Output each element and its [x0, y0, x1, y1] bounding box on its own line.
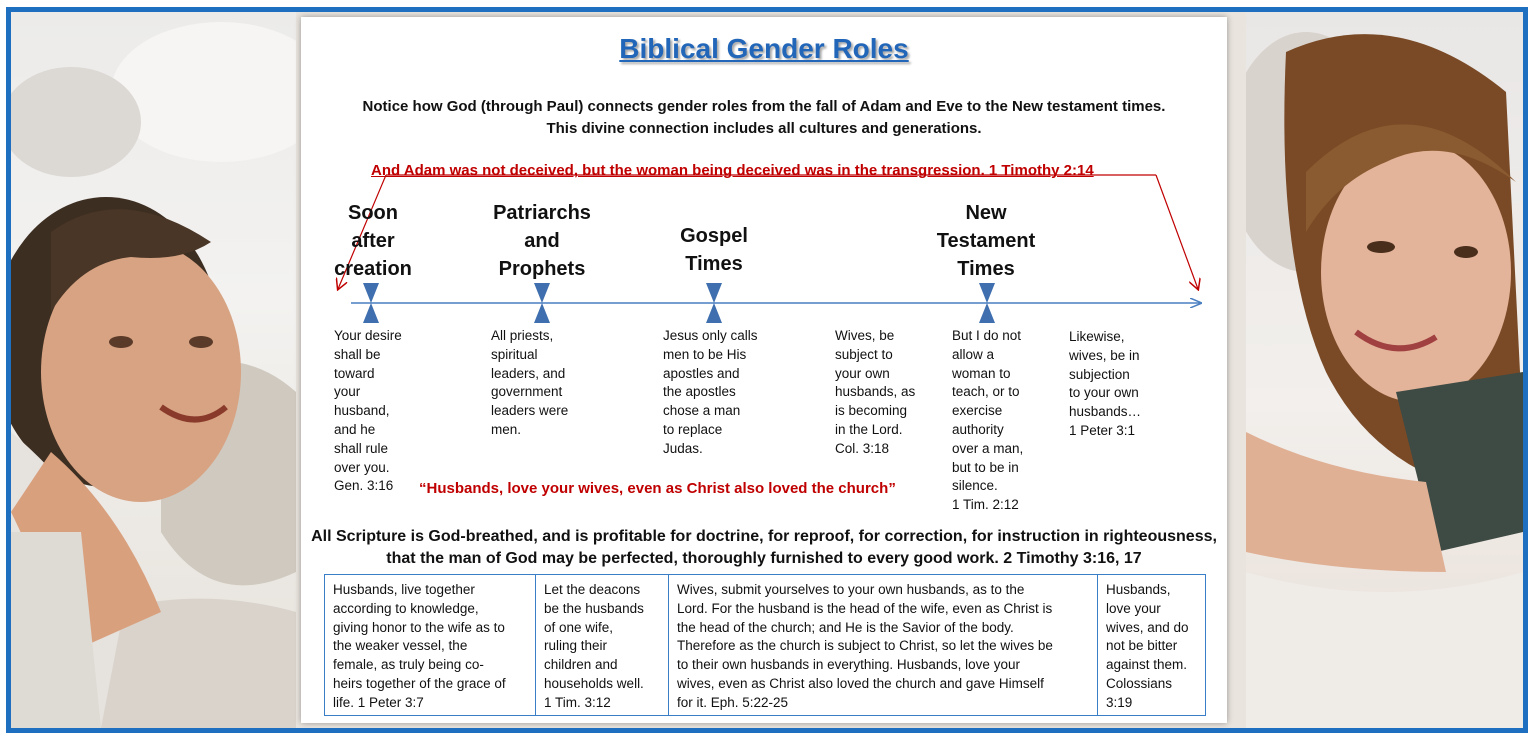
note-peter: Likewise, wives, be in subjection to your own husbands… 1 Peter 3:1	[1069, 329, 1142, 438]
note-priests: All priests, spiritual leaders, and government leaders were men.	[491, 328, 569, 437]
scripture-line-1: All Scripture is God-breathed, and is profitable for doctrine, for reproof, for correction, for instruction in righteousness,	[311, 528, 1217, 545]
intro-line-2: This divine connection includes all cultures and generations.	[546, 120, 982, 137]
photo-man	[11, 12, 296, 728]
woman-illustration	[1246, 12, 1523, 728]
content-panel	[301, 17, 1227, 723]
red-arrow-right	[1156, 175, 1198, 289]
timeline-graphic	[301, 17, 1227, 357]
verse-cell-colossians: Husbands, love your wives, and do not be bitter against them. Colossians 3:19	[1106, 582, 1189, 710]
era-label-creation: Soon after creation	[334, 202, 412, 280]
verse-cell-timothy: Let the deacons be the husbands of one wife, ruling their children and households well. 1 Tim. 3:12	[536, 575, 669, 715]
verse-cell-peter: Husbands, live together according to knowledge, giving honor to the wife as to the weaker vessel, the female, as truly being co- heirs together of the grace of life. 1 Peter 3:7	[325, 575, 536, 715]
note-apostles: Jesus only calls men to be His apostles and the apostles chose a man to replace Judas.	[663, 328, 758, 456]
era-label-new-testament: New Testament Times	[936, 202, 1036, 280]
page-title: Biblical Gender Roles	[619, 33, 909, 64]
verse-cell-ephesians: Wives, submit yourselves to your own husbands, as to the Lord. For the husband is the head of the wife, even as Christ is the head of the church; and He is the Savior of the body. Therefore as the church is subject to Christ, so let the wives be to their own husbands in everything. Husbands, love your wives, even as Christ also loved the church and gave Himself for it. Eph. 5:22-25	[669, 575, 1098, 715]
verse-table	[324, 574, 1206, 716]
era-label-patriarchs: Patriarchs and Prophets	[493, 202, 591, 280]
man-illustration	[11, 12, 296, 728]
frame	[6, 7, 1528, 733]
era-label-gospel: Gospel Times	[680, 225, 748, 275]
top-scripture-quote: And Adam was not deceived, but the woman being deceived was in the transgression. 1 Timothy 2:14	[371, 162, 1094, 179]
husbands-love-quote: “Husbands, love your wives, even as Christ also loved the church”	[419, 480, 896, 497]
note-colossians: Wives, be subject to your own husbands, as is becoming in the Lord. Col. 3:18	[835, 328, 916, 456]
note-timothy: But I do not allow a woman to teach, or to exercise authority over a man, but to be in silence. 1 Tim. 2:12	[952, 328, 1024, 513]
note-genesis: Your desire shall be toward your husband, and he shall rule over you. Gen. 3:16	[334, 328, 402, 494]
intro-line-1: Notice how God (through Paul) connects gender roles from the fall of Adam and Eve to the New testament times.	[362, 98, 1166, 115]
photo-woman	[1246, 12, 1523, 728]
scripture-line-2: that the man of God may be perfected, thoroughly furnished to every good work. 2 Timothy 3:16, 17	[386, 550, 1142, 567]
